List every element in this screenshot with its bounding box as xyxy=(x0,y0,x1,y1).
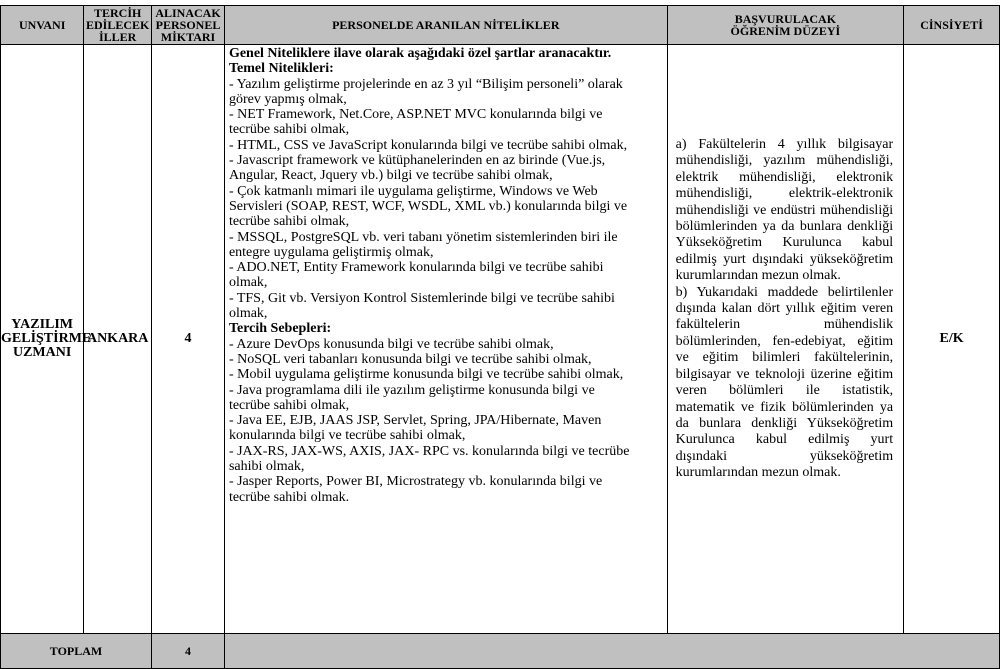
nitelik-line: Servisleri (SOAP, REST, WCF, WSDL, XML vb.) konularında bilgi ve xyxy=(228,198,628,214)
nitelik-line: - Java EE, EJB, JAAS JSP, Servlet, Spring, JPA/Hibernate, Maven xyxy=(228,413,602,429)
total-row xyxy=(1,634,1000,669)
nitelik-line: - Yazılım geliştirme projelerinde en az 3 yıl “Bilişim personeli” olarak xyxy=(228,76,623,92)
header-basvuru-line: ÖĞRENİM DÜZEYİ xyxy=(730,24,841,38)
header-basvuru-line: BAŞVURULACAK xyxy=(734,12,837,26)
nitelik-heading: Tercih Sebepleri: xyxy=(228,321,332,337)
header-alinacak-line: ALINACAK xyxy=(155,6,221,20)
header-row xyxy=(1,6,1000,45)
toplam-label: TOPLAM xyxy=(49,643,103,658)
nitelik-heading: Genel Niteliklere ilave olarak aşağıdaki özel şartlar aranacaktır. xyxy=(228,46,612,61)
nitelik-line: - ADO.NET, Entity Framework konularında bilgi ve tecrübe sahibi xyxy=(228,260,604,276)
toplam-value-cell xyxy=(152,634,225,669)
header-nitelikler xyxy=(224,6,667,45)
header-cinsiyeti xyxy=(904,6,1000,45)
cell-ogrenim xyxy=(667,45,903,634)
header-cinsiyeti-label: CİNSİYETİ xyxy=(920,18,983,32)
ogrenim-item-a: a) Fakültelerin 4 yıllık bilgisayar mühendisliği, yazılım mühendisliği, elektrik mühendisliği, elektronik mühendisliği, elektrik-elektronik mühendisliği ve endüstri mühendisliği bölümlerinden ya da bunlara denkliği Yükseköğretim Kurulunca kabul edilmiş yurt dışındaki yükseköğretim kurumlarından mezun olmak. xyxy=(675,137,894,284)
nitelik-line: olmak, xyxy=(228,306,268,322)
nitelik-line: - Mobil uygulama geliştirme konusunda bilgi ve tecrübe sahibi olmak, xyxy=(228,367,624,383)
nitelik-line: konularında bilgi ve tecrübe sahibi olmak, xyxy=(228,428,466,444)
nitelik-line: - Java programlama dili ile yazılım geliştirme konusunda bilgi ve xyxy=(228,382,595,398)
nitelik-line: - MSSQL, PostgreSQL vb. veri tabanı yönetim sistemlerinden biri ile xyxy=(228,229,618,245)
nitelik-line: olmak, xyxy=(228,275,268,291)
header-tercih-line: TERCİH xyxy=(94,6,142,20)
unvan-line: GELİŞTİRME xyxy=(1,331,92,346)
nitelik-line: - NET Framework, Net.Core, ASP.NET MVC konularında bilgi ve xyxy=(228,107,603,123)
cell-nitelikler xyxy=(224,45,667,634)
toplam-value: 4 xyxy=(184,643,191,658)
nitelik-line: sahibi olmak, xyxy=(228,459,305,475)
table-row xyxy=(1,45,1000,634)
ogrenim-item-b: b) Yukarıdaki maddede belirtilenler dışında kalan dört yıllık eğitim veren fakültelerin mühendislik bölümlerinden, fen-edebiyat, eğitim ve eğitim bilimleri fakültelerinin, bilgisayar ve teknoloji üzerine eğitim veren bölümleri ile istatistik, matematik ve fizik bölümlerinden ya da bunlara denkliği Yükseköğretim Kurulunca kabul edilmiş yurt dışındaki yükseköğretim kurumlarından mezun olmak. xyxy=(675,284,894,481)
cinsiyet-value: E/K xyxy=(939,331,964,346)
nitelik-list xyxy=(229,46,661,505)
nitelik-line: Angular, React, Jquery vb.) bilgi ve tecrübe sahibi olmak, xyxy=(228,168,553,184)
nitelik-line: tecrübe sahibi olmak, xyxy=(228,397,350,413)
cell-miktar xyxy=(152,45,225,634)
toplam-label-cell xyxy=(1,634,152,669)
toplam-empty-cell xyxy=(224,634,999,669)
miktar-value: 4 xyxy=(184,331,192,346)
nitelik-line: - Jasper Reports, Power BI, Microstrategy vb. konularında bilgi ve xyxy=(228,474,603,490)
nitelik-line: tecrübe sahibi olmak, xyxy=(228,122,350,138)
header-tercih-line: İLLER xyxy=(99,30,137,44)
personnel-table xyxy=(0,5,1000,669)
header-alinacak xyxy=(152,6,225,45)
il-value: ANKARA xyxy=(86,331,149,346)
header-unvani-label: UNVANI xyxy=(18,18,66,32)
header-nitelikler-label: PERSONELDE ARANILAN NİTELİKLER xyxy=(332,18,560,32)
nitelik-line: - Çok katmanlı mimari ile uygulama geliştirme, Windows ve Web xyxy=(228,183,598,199)
header-tercih-line: EDİLECEK xyxy=(86,18,150,32)
nitelik-line: - JAX-RS, JAX-WS, AXIS, JAX- RPC vs. konularında bilgi ve tecrübe xyxy=(228,443,630,459)
nitelik-heading: Temel Nitelikleri: xyxy=(228,61,334,77)
nitelik-line: - HTML, CSS ve JavaScript konularında bilgi ve tecrübe sahibi olmak, xyxy=(228,137,628,153)
cell-unvan xyxy=(1,45,92,634)
nitelik-line: - TFS, Git vb. Versiyon Kontrol Sistemlerinde bilgi ve tecrübe sahibi xyxy=(228,290,615,306)
cell-cinsiyet xyxy=(904,45,1000,634)
unvan-line: YAZILIM xyxy=(11,317,74,332)
nitelik-line: tecrübe sahibi olmak, xyxy=(228,214,350,230)
unvan-line: UZMANI xyxy=(12,345,72,360)
cell-il xyxy=(84,45,152,634)
nitelik-line: entegre uygulama geliştirmiş olmak, xyxy=(228,244,434,260)
nitelik-line: - Azure DevOps konusunda bilgi ve tecrübe sahibi olmak, xyxy=(228,336,554,352)
nitelik-line: görev yapmış olmak, xyxy=(228,91,347,107)
nitelik-line: - NoSQL veri tabanları konusunda bilgi ve tecrübe sahibi olmak, xyxy=(228,351,592,367)
header-alinacak-line: PERSONEL xyxy=(155,18,221,32)
header-basvuru xyxy=(667,6,903,45)
header-unvani xyxy=(1,6,84,45)
header-alinacak-line: MİKTARI xyxy=(160,30,216,44)
nitelik-line: tecrübe sahibi olmak. xyxy=(228,489,350,505)
header-tercih xyxy=(84,6,152,45)
nitelik-line: - Javascript framework ve kütüphanelerinden en az birinde (Vue.js, xyxy=(228,153,606,169)
